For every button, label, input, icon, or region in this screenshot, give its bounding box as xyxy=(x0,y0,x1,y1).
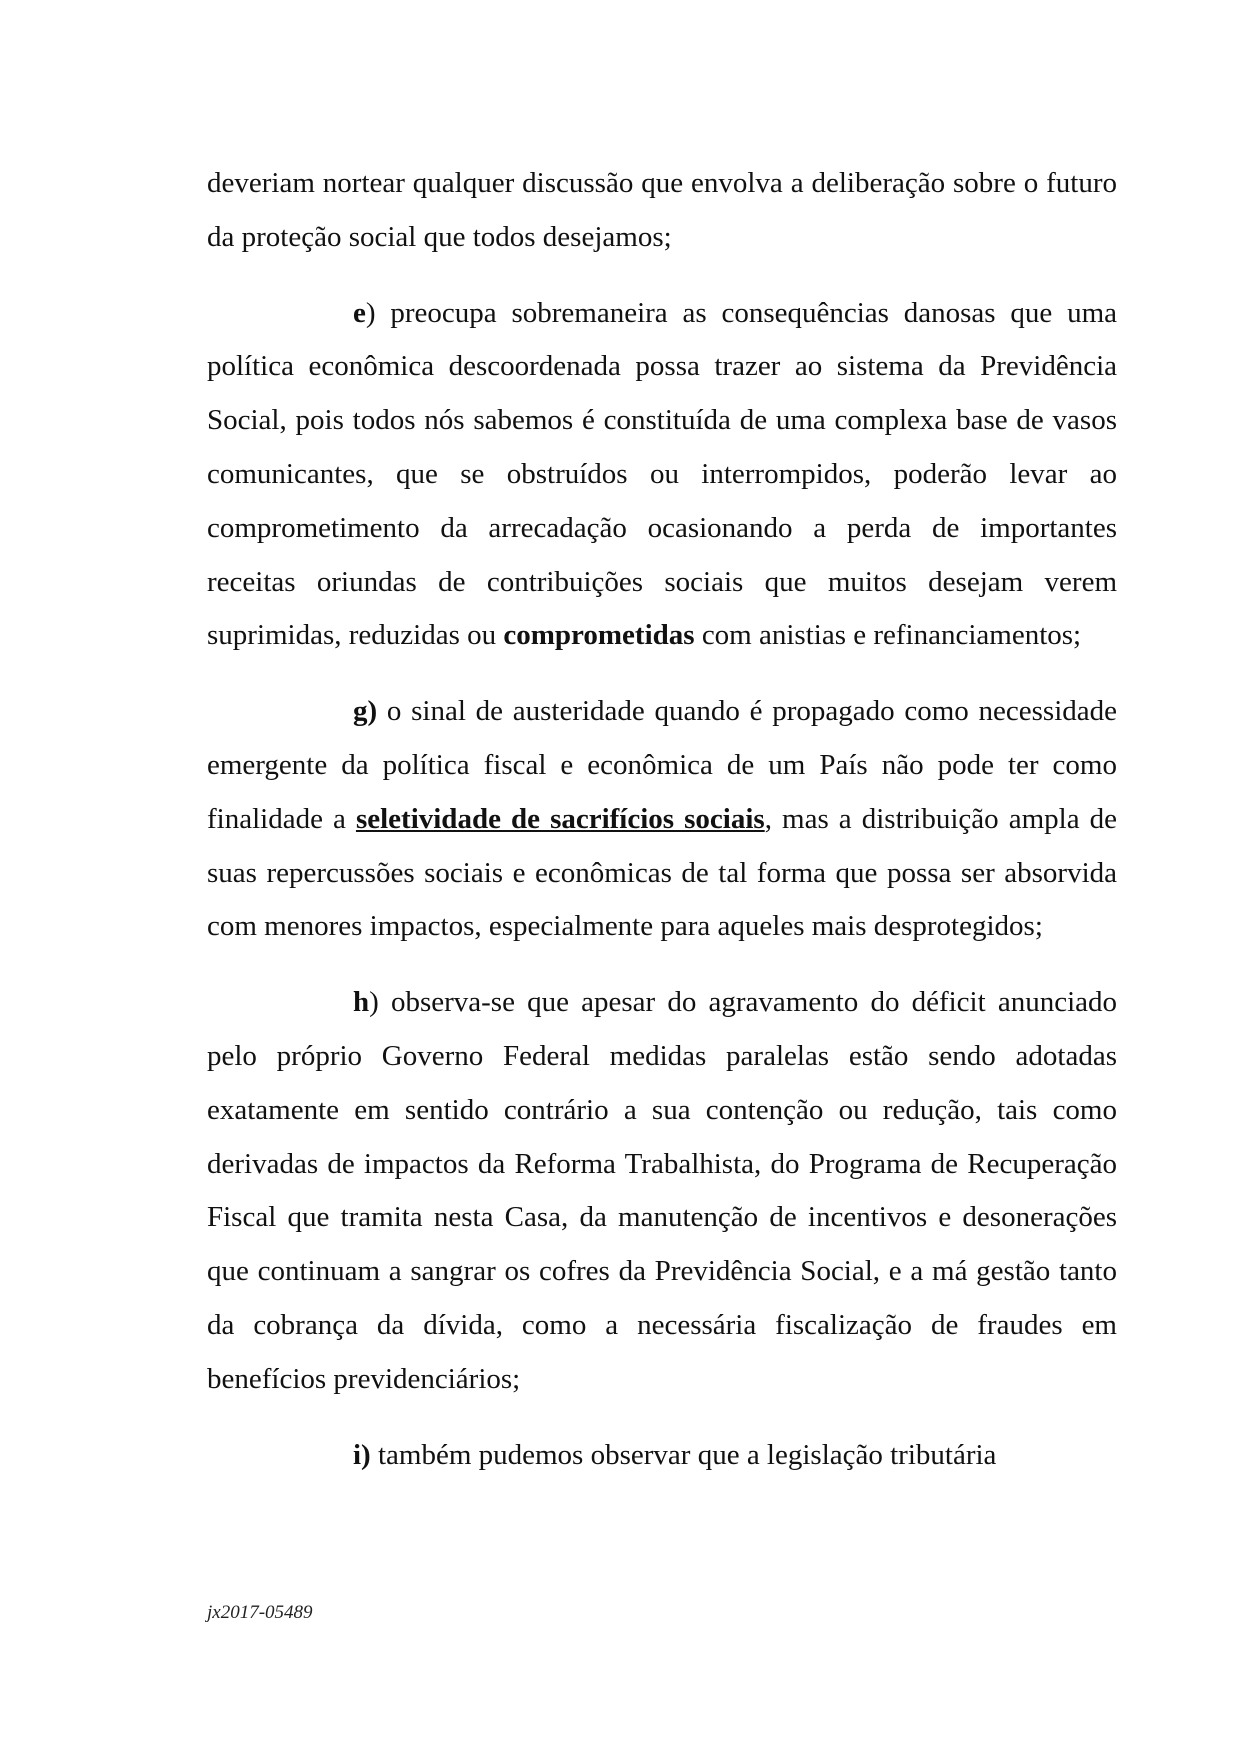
item-marker-e: e xyxy=(353,296,366,329)
paragraph-e xyxy=(207,287,1117,664)
paragraph-text-after: , mas a distribuição ampla de suas repercussões sociais e econômicas de tal forma que possa ser absorvida com menores impactos, especialmente para aqueles mais desprotegidos; xyxy=(207,802,1117,943)
emphasis-seletividade: seletividade de sacrifícios sociais xyxy=(355,802,765,835)
paragraph-continuation xyxy=(207,157,1117,265)
item-marker-h: h xyxy=(353,986,370,1019)
item-marker-i: i) xyxy=(353,1438,371,1471)
paragraph-i xyxy=(207,1429,1117,1483)
item-marker-g: g) xyxy=(353,695,378,728)
item-paren-e: ) xyxy=(365,296,376,329)
paragraph-text: observa-se que apesar do agravamento do déficit anunciado pelo próprio Governo Federal medidas paralelas estão sendo adotadas exatamente em sentido contrário a sua contenção ou redução, tais como derivadas de impactos da Reforma Trabalhista, do Programa de Recuperação Fiscal que tramita nesta Casa, da manutenção de incentivos e desonerações que continuam a sangrar os cofres da Previdência Social, e a má gestão tanto da cobrança da dívida, como a necessária fiscalização de fraudes em benefícios previdenciários; xyxy=(207,986,1117,1395)
paragraph-h xyxy=(207,976,1117,1406)
paragraph-text: também pudemos observar que a legislação tributária xyxy=(370,1438,997,1471)
paragraph-text: preocupa sobremaneira as consequências danosas que uma política econômica descoordenada possa trazer ao sistema da Previdência Social, pois todos nós sabemos é constituída de uma complexa base de vasos comunicantes, que se obstruídos ou interrompidos, poderão levar ao comprometimento da arrecadação ocasionando a perda de importantes receitas oriundas de contribuições sociais que muitos desejam verem suprimidas, reduzidas ou xyxy=(207,296,1117,652)
paragraph-g xyxy=(207,685,1117,954)
document-body xyxy=(207,157,1117,1504)
document-code: jx2017-05489 xyxy=(207,1602,313,1623)
paragraph-text: o sinal de austeridade quando é propagado como necessidade emergente da política fiscal e econômica de um País não pode ter como finalidade a xyxy=(207,695,1117,835)
paragraph-text-after: com anistias e refinanciamentos; xyxy=(694,619,1082,652)
paragraph-text: deveriam nortear qualquer discussão que envolva a deliberação sobre o futuro da proteção social que todos desejamos; xyxy=(207,167,1117,253)
item-paren-h: ) xyxy=(369,986,379,1019)
bold-phrase-comprometidas: comprometidas xyxy=(503,619,695,652)
